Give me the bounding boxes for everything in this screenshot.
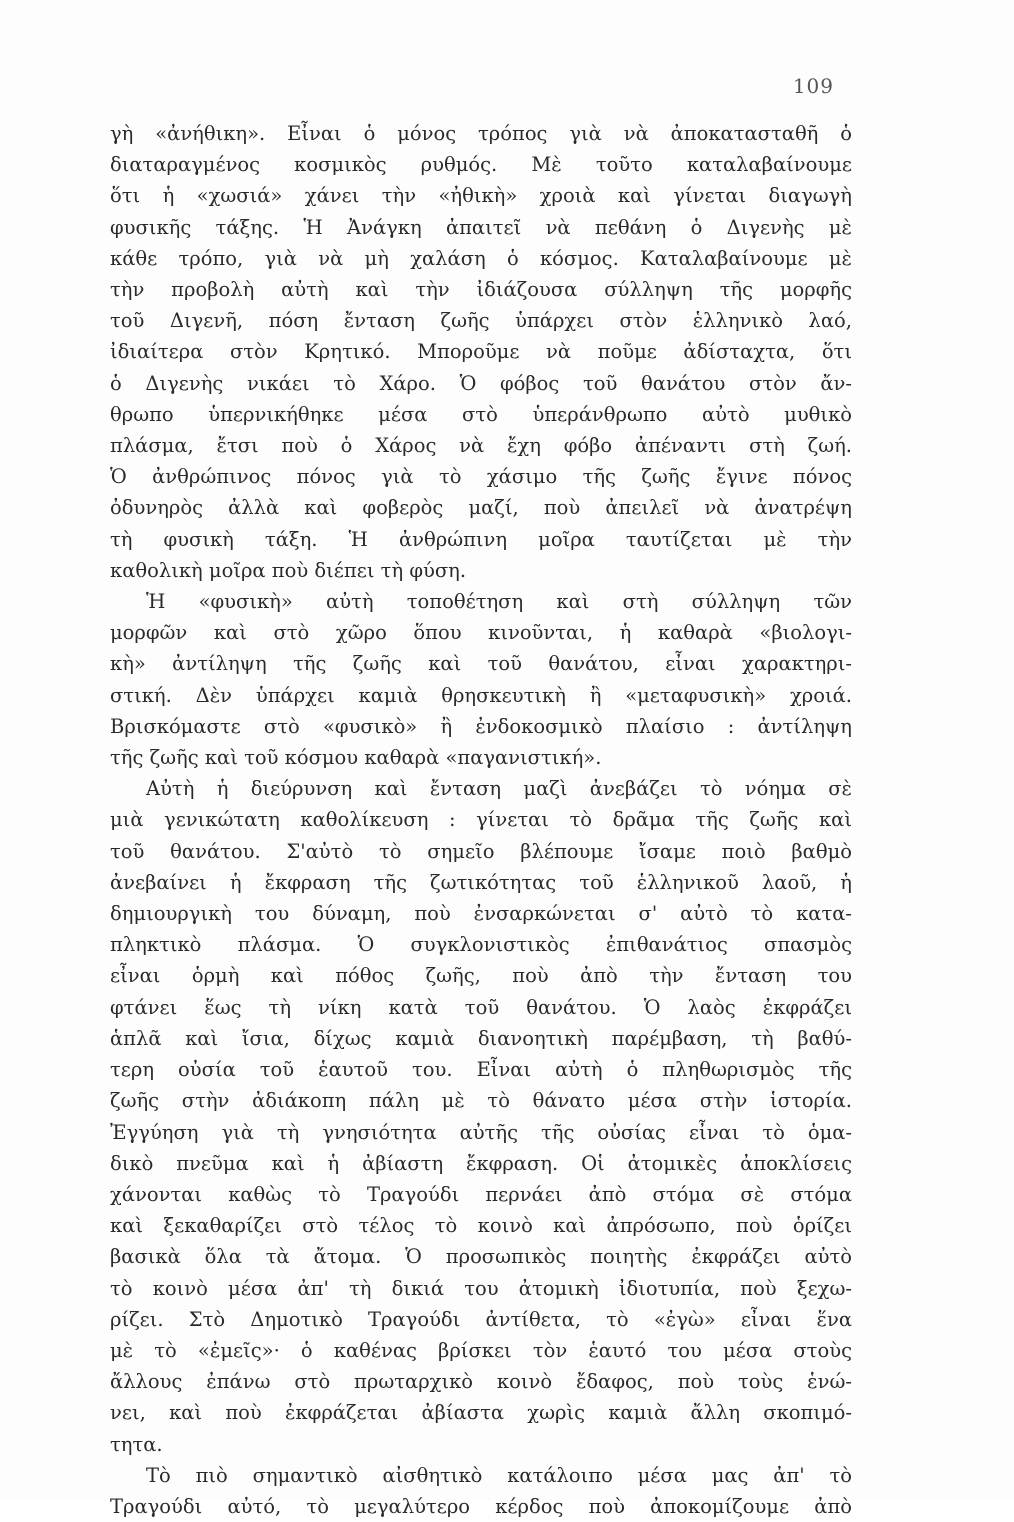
text-line: ὀδυνηρὸς ἀλλὰ καὶ φοβερὸς μαζί, ποὺ ἀπειλεῖ νὰ ἀνατρέψη [110,496,852,520]
text-line: ζωῆς στὴν ἀδιάκοπη πάλη μὲ τὸ θάνατο μέσα στὴν ἱστορία. [110,1089,852,1113]
page-number: 109 [792,74,834,98]
body-text [110,118,852,1522]
text-line: καὶ ξεκαθαρίζει στὸ τέλος τὸ κοινὸ καὶ ἀπρόσωπο, ποὺ ὁρίζει [110,1214,852,1238]
text-line: Ὁ ἀνθρώπινος πόνος γιὰ τὸ χάσιμο τῆς ζωῆς ἔγινε πόνος [110,465,852,489]
text-line: πληκτικὸ πλάσμα. Ὁ συγκλονιστικὸς ἐπιθανάτιος σπασμὸς [110,933,852,957]
text-line: βασικὰ ὅλα τὰ ἄτομα. Ὁ προσωπικὸς ποιητὴς ἐκφράζει αὐτὸ [110,1245,852,1269]
text-line: δημιουργικὴ του δύναμη, ποὺ ἐνσαρκώνεται σ' αὐτὸ τὸ κατα- [110,902,852,926]
text-line: εἶναι ὁρμὴ καὶ πόθος ζωῆς, ποὺ ἀπὸ τὴν ἔνταση του [110,964,852,988]
paragraph [110,1460,852,1522]
text-line: νει, καὶ ποὺ ἐκφράζεται ἀβίαστα χωρὶς καμιὰ ἄλλη σκοπιμό- [110,1401,852,1425]
text-line: τὸ κοινὸ μέσα ἀπ' τὴ δικιά του ἀτομικὴ ἰδιοτυπία, ποὺ ξεχω- [110,1276,852,1300]
text-line: μὲ τὸ «ἐμεῖς»· ὁ καθένας βρίσκει τὸν ἑαυτό του μέσα στοὺς [110,1338,852,1362]
text-line: μορφῶν καὶ στὸ χῶρο ὅπου κινοῦνται, ἡ καθαρὰ «βιολογι- [110,621,852,645]
paragraph [110,586,852,773]
paragraph [110,773,852,1459]
text-line: Ἡ «φυσικὴ» αὐτὴ τοποθέτηση καὶ στὴ σύλληψη τῶν [146,590,852,614]
text-line: ἰδιαίτερα στὸν Κρητικό. Μποροῦμε νὰ ποῦμε ἀδίσταχτα, ὅτι [110,340,852,364]
text-line: τὴ φυσικὴ τάξη. Ἡ ἀνθρώπινη μοῖρα ταυτίζεται μὲ τὴν [110,527,852,551]
text-line: φυσικῆς τάξης. Ἡ Ἀνάγκη ἀπαιτεῖ νὰ πεθάνη ὁ Διγενὴς μὲ [110,215,852,239]
text-line: πλάσμα, ἔτσι ποὺ ὁ Χάρος νὰ ἔχη φόβο ἀπέναντι στὴ ζωή. [110,434,852,458]
text-line: τῆς ζωῆς καὶ τοῦ κόσμου καθαρὰ «παγανιστική». [110,746,602,770]
text-line: θρωπο ὑπερνικήθηκε μέσα στὸ ὑπεράνθρωπο αὐτὸ μυθικὸ [110,402,852,426]
text-line: μιὰ γενικώτατη καθολίκευση : γίνεται τὸ δρᾶμα τῆς ζωῆς καὶ [110,808,852,832]
text-line: ἄλλους ἐπάνω στὸ πρωταρχικὸ κοινὸ ἔδαφος, ποὺ τοὺς ἑνώ- [110,1370,852,1394]
text-line: τοῦ θανάτου. Σ'αὐτὸ τὸ σημεῖο βλέπουμε ἴσαμε ποιὸ βαθμὸ [110,839,852,863]
paragraph [110,118,852,586]
text-line: καθολικὴ μοῖρα ποὺ διέπει τὴ φύση. [110,558,467,582]
text-line: τητα. [110,1432,163,1456]
text-line: τοῦ Διγενῆ, πόση ἔνταση ζωῆς ὑπάρχει στὸν ἑλληνικὸ λαό, [110,309,852,333]
text-line: γὴ «ἀνήθικη». Εἶναι ὁ μόνος τρόπος γιὰ νὰ ἀποκατασταθῆ ὁ [110,122,852,145]
text-line: διαταραγμένος κοσμικὸς ρυθμός. Μὲ τοῦτο καταλαβαίνουμε [110,153,852,177]
text-line: κάθε τρόπο, γιὰ νὰ μὴ χαλάση ὁ κόσμος. Καταλαβαίνουμε μὲ [110,246,852,270]
text-line: τερη οὐσία τοῦ ἑαυτοῦ του. Εἶναι αὐτὴ ὁ πληθωρισμὸς τῆς [110,1058,852,1082]
text-line: Αὐτὴ ἡ διεύρυνση καὶ ἔνταση μαζὶ ἀνεβάζει τὸ νόημα σὲ [146,777,852,801]
text-line: Ἐγγύηση γιὰ τὴ γνησιότητα αὐτῆς τῆς οὐσίας εἶναι τὸ ὁμα- [110,1120,852,1144]
text-line: ἁπλᾶ καὶ ἴσια, δίχως καμιὰ διανοητικὴ παρέμβαση, τὴ βαθύ- [110,1026,852,1050]
text-line: ἀνεβαίνει ἡ ἔκφραση τῆς ζωτικότητας τοῦ ἑλληνικοῦ λαοῦ, ἡ [110,870,852,894]
text-line: κὴ» ἀντίληψη τῆς ζωῆς καὶ τοῦ θανάτου, εἶναι χαρακτηρι- [110,652,852,676]
text-line: στική. Δὲν ὑπάρχει καμιὰ θρησκευτικὴ ἢ «μεταφυσικὴ» χροιά. [110,683,852,707]
text-line: ὅτι ἡ «χωσιά» χάνει τὴν «ἠθικὴ» χροιὰ καὶ γίνεται διαγωγὴ [110,184,852,208]
text-line: Βρισκόμαστε στὸ «φυσικὸ» ἢ ἐνδοκοσμικὸ πλαίσιο : ἀντίληψη [110,714,852,738]
text-line: χάνονται καθὼς τὸ Τραγούδι περνάει ἀπὸ στόμα σὲ στόμα [110,1182,852,1206]
text-line: ρίζει. Στὸ Δημοτικὸ Τραγούδι ἀντίθετα, τὸ «ἐγὼ» εἶναι ἕνα [110,1307,852,1331]
text-line: δικὸ πνεῦμα καὶ ἡ ἀβίαστη ἔκφραση. Οἱ ἀτομικὲς ἀποκλίσεις [110,1151,852,1175]
text-line: Τραγούδι αὐτό, τὸ μεγαλύτερο κέρδος ποὺ ἀποκομίζουμε ἀπὸ [110,1494,852,1518]
text-line: φτάνει ἕως τὴ νίκη κατὰ τοῦ θανάτου. Ὁ λαὸς ἐκφράζει [110,995,852,1019]
text-line: Τὸ πιὸ σημαντικὸ αἰσθητικὸ κατάλοιπο μέσα μας ἀπ' τὸ [146,1463,852,1487]
text-line: τὴν προβολὴ αὐτὴ καὶ τὴν ἰδιάζουσα σύλληψη τῆς μορφῆς [110,278,852,302]
text-line: ὁ Διγενὴς νικάει τὸ Χάρο. Ὁ φόβος τοῦ θανάτου στὸν ἄν- [110,371,852,395]
